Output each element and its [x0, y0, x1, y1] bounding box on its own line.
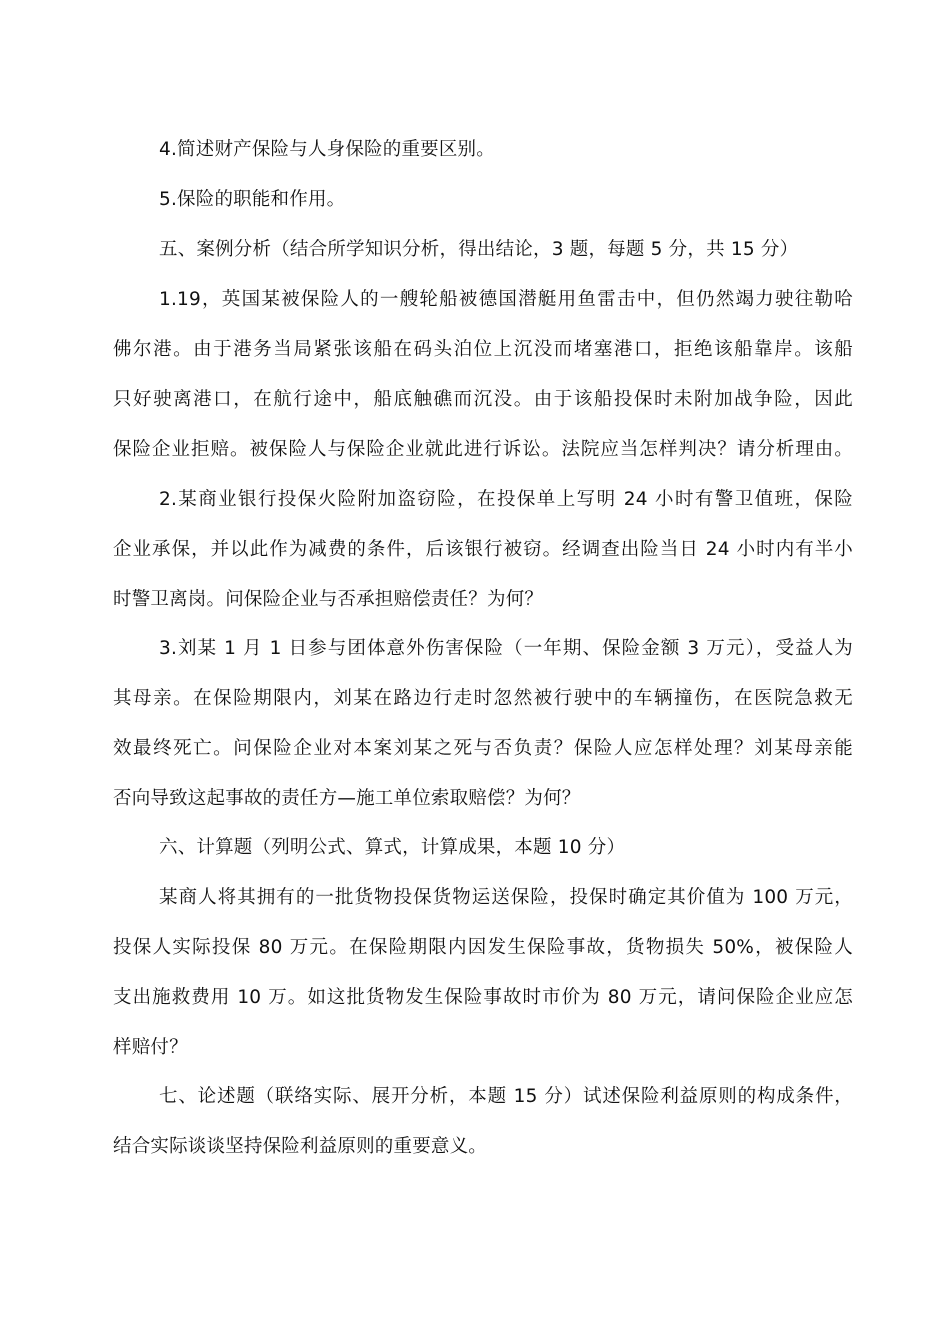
section-7-line-1: 七、论述题（联络实际、展开分析，本题 15 分）试述保险利益原则的构成条件， [159, 1086, 853, 1107]
section-6-heading: 六、计算题（列明公式、算式，计算成果，本题 10 分） [159, 837, 626, 858]
question-4: 4.简述财产保险与人身保险的重要区别。 [159, 139, 495, 160]
case-2-line-1: 2.某商业银行投保火险附加盗窃险，在投保单上写明 24 小时有警卫值班，保险 [159, 489, 853, 510]
case-1-line-2: 佛尔港。由于港务当局紧张该船在码头泊位上沉没而堵塞港口，拒绝该船靠岸。该船 [113, 339, 853, 360]
section-7-line-2: 结合实际谈谈坚持保险利益原则的重要意义。 [113, 1136, 488, 1157]
case-2-line-3: 时警卫离岗。问保险企业与否承担赔偿责任？为何？ [113, 589, 544, 610]
case-1-line-1: 1.19，英国某被保险人的一艘轮船被德国潜艇用鱼雷击中，但仍然竭力驶往勒哈 [159, 289, 853, 310]
calc-line-3: 支出施救费用 10 万。如这批货物发生保险事故时市价为 80 万元，请问保险企业应怎 [113, 987, 853, 1008]
case-3-line-1: 3.刘某 1 月 1 日参与团体意外伤害保险（一年期、保险金额 3 万元），受益人为 [159, 638, 853, 659]
calc-line-2: 投保人实际投保 80 万元。在保险期限内因发生保险事故，货物损失 50%，被保险人 [113, 937, 853, 958]
calc-line-4: 样赔付？ [113, 1037, 188, 1058]
calc-line-1: 某商人将其拥有的一批货物投保货物运送保险，投保时确定其价值为 100 万元， [159, 887, 853, 908]
case-3-line-3: 效最终死亡。问保险企业对本案刘某之死与否负责？保险人应怎样处理？刘某母亲能 [113, 738, 853, 759]
case-3-line-2: 其母亲。在保险期限内，刘某在路边行走时忽然被行驶中的车辆撞伤，在医院急救无 [113, 688, 853, 709]
section-5-heading: 五、案例分析（结合所学知识分析，得出结论，3 题，每题 5 分，共 15 分） [159, 239, 799, 260]
question-5: 5.保险的职能和作用。 [159, 189, 346, 210]
case-2-line-2: 企业承保，并以此作为减费的条件，后该银行被窃。经调查出险当日 24 小时内有半小 [113, 539, 853, 560]
case-3-line-4: 否向导致这起事故的责任方—施工单位索取赔偿？为何？ [113, 788, 581, 809]
case-1-line-3: 只好驶离港口，在航行途中，船底触礁而沉没。由于该船投保时未附加战争险，因此 [113, 389, 853, 410]
case-1-line-4: 保险企业拒赔。被保险人与保险企业就此进行诉讼。法院应当怎样判决？请分析理由。 [113, 439, 853, 460]
